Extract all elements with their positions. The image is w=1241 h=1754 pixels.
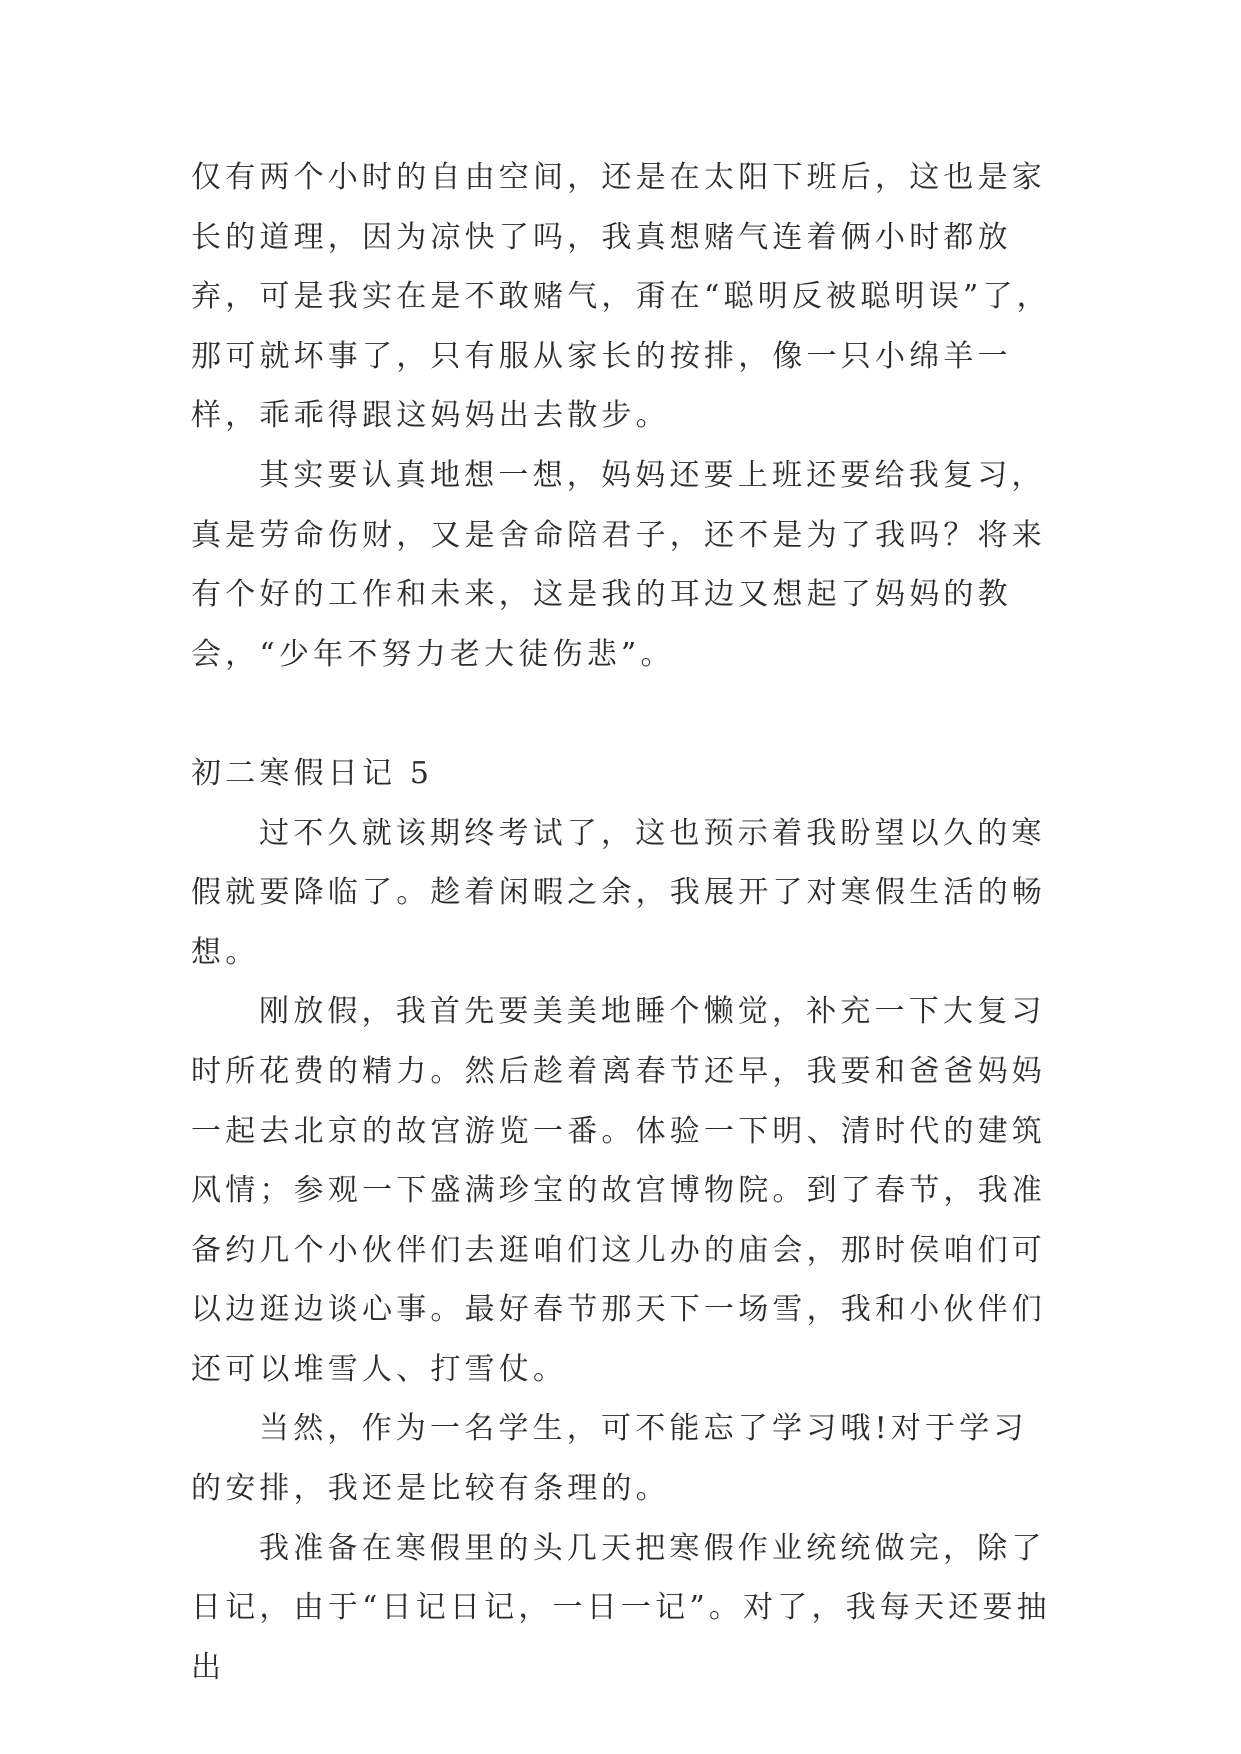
paragraph-spacer bbox=[191, 684, 1061, 744]
paragraph: 其实要认真地想一想，妈妈还要上班还要给我复习，真是劳命伤财，又是舍命陪君子，还不是为了我吗？将来有个好的工作和未来，这是我的耳边又想起了妈妈的教会，“少年不努力老大徒伤悲”。 bbox=[191, 457, 1046, 672]
document-page bbox=[191, 148, 1061, 1697]
paragraph: 当然，作为一名学生，可不能忘了学习哦!对于学习的安排，我还是比较有条理的。 bbox=[191, 1411, 1028, 1507]
section-heading: 初二寒假日记 5 bbox=[191, 755, 434, 791]
paragraph: 过不久就该期终考试了，这也预示着我盼望以久的寒假就要降临了。趁着闲暇之余，我展开了对寒假生活的畅想。 bbox=[191, 815, 1046, 970]
paragraph-continued: 仅有两个小时的自由空间，还是在太阳下班后，这也是家长的道理，因为凉快了吗，我真想赌气连着俩小时都放弃，可是我实在是不敢赌气，甭在“聪明反被聪明误”了，那可就坏事了，只有服从家长的按排，像一只小绵羊一样，乖乖得跟这妈妈出去散步。 bbox=[191, 160, 1051, 434]
paragraph: 刚放假，我首先要美美地睡个懒觉，补充一下大复习时所花费的精力。然后趁着离春节还早，我要和爸爸妈妈一起去北京的故宫游览一番。体验一下明、清时代的建筑风情；参观一下盛满珍宝的故宫博物院。到了春节，我准备约几个小伙伴们去逛咱们这儿办的庙会，那时侯咱们可以边逛边谈心事。最好春节那天下一场雪，我和小伙伴们还可以堆雪人、打雪仗。 bbox=[191, 994, 1046, 1387]
paragraph: 我准备在寒假里的头几天把寒假作业统统做完，除了日记，由于“日记日记，一日一记”。对了，我每天还要抽出 bbox=[191, 1530, 1051, 1685]
